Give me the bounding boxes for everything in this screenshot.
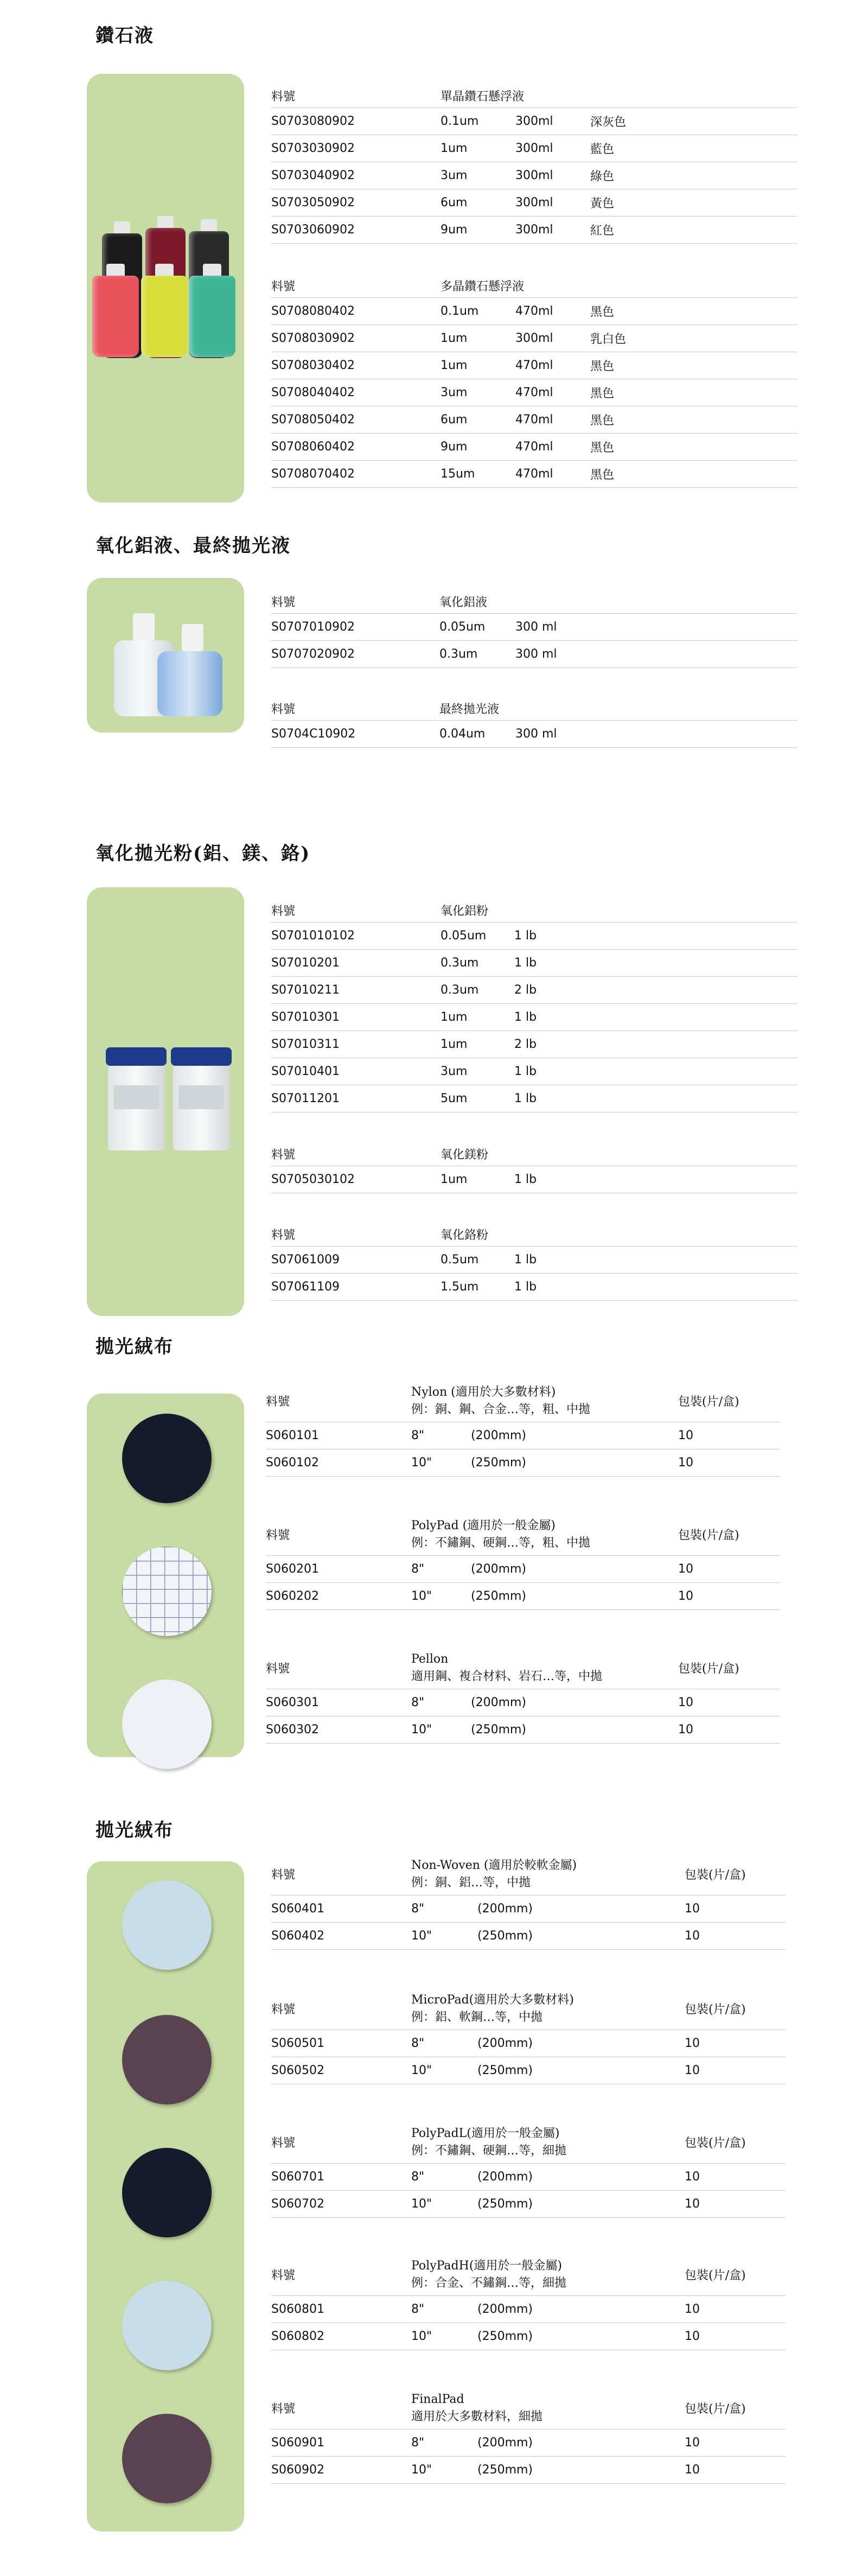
- spec-cell: 10": [411, 2197, 432, 2211]
- header-cell: 料號: [271, 1148, 296, 1162]
- spec-cell: (200mm): [477, 2436, 533, 2450]
- table-row: [271, 977, 797, 1004]
- table-row: [271, 2296, 786, 2323]
- spec-table-header: [271, 696, 797, 721]
- spec-cell: 黑色: [590, 414, 615, 428]
- spec-cell: 10: [685, 1929, 700, 1943]
- spec-cell: 0.1um: [441, 115, 479, 128]
- part-number-cell: S060102: [266, 1456, 319, 1470]
- spec-cell: 10: [685, 2064, 700, 2077]
- spec-table-header: [271, 273, 797, 298]
- header-cell: 料號: [271, 702, 296, 716]
- spec-table-header: [266, 1650, 780, 1689]
- spec-table: [266, 1650, 780, 1744]
- spec-table-header: [271, 1990, 786, 2030]
- spec-table-header: [271, 589, 797, 614]
- spec-cell: 1um: [441, 1038, 468, 1051]
- spec-cell: 1 lb: [514, 1010, 537, 1024]
- header-cell: 料號: [271, 1868, 296, 1882]
- spec-cell: 3um: [441, 1065, 468, 1078]
- table-row: [271, 1923, 786, 1950]
- table-row: [271, 923, 797, 950]
- jar-label: [178, 1085, 224, 1109]
- header-cell: 氧化鉻粉: [441, 1228, 489, 1242]
- part-number-cell: S060801: [271, 2303, 324, 2316]
- header-cell: PolyPad (適用於一般金屬) 例：不鏽鋼、硬鋼…等，粗、中拋: [411, 1519, 591, 1550]
- spec-cell: 8": [411, 1696, 425, 1709]
- part-number-cell: S0707010902: [271, 620, 355, 634]
- header-cell: 包裝(片/盒): [685, 2136, 746, 2150]
- table-row: [271, 434, 797, 461]
- polishing-disc: [122, 1414, 212, 1503]
- bottle-shape: [141, 276, 188, 357]
- part-number-cell: S060802: [271, 2330, 324, 2343]
- spec-cell: 2 lb: [514, 983, 537, 997]
- table-row: [271, 406, 797, 434]
- part-number-cell: S0708060402: [271, 440, 355, 454]
- part-number-cell: S0708070402: [271, 467, 355, 481]
- header-cell: 包裝(片/盒): [685, 2268, 746, 2282]
- header-cell: 包裝(片/盒): [678, 1662, 739, 1676]
- spec-cell: 深灰色: [590, 116, 627, 129]
- header-cell: 料號: [271, 1228, 296, 1242]
- table-row: [271, 2030, 786, 2057]
- table-row: [271, 217, 797, 244]
- jar-label: [113, 1085, 159, 1109]
- spec-cell: 6um: [441, 196, 468, 209]
- header-cell: 單晶鑽石懸浮液: [441, 90, 525, 104]
- spec-cell: 10: [678, 1429, 693, 1442]
- header-cell: 料號: [271, 2136, 296, 2150]
- spec-cell: 黑色: [590, 387, 615, 400]
- header-cell: 包裝(片/盒): [685, 2002, 746, 2017]
- spec-cell: 8": [411, 2037, 425, 2050]
- header-cell: 料號: [271, 2402, 296, 2416]
- part-number-cell: S0703050902: [271, 196, 355, 209]
- spec-cell: 15um: [441, 467, 475, 481]
- table-row: [271, 2429, 786, 2457]
- spec-table: [271, 696, 797, 748]
- spec-table: [271, 1222, 797, 1301]
- part-number-cell: S0703060902: [271, 223, 355, 237]
- table-row: [271, 135, 797, 162]
- spec-cell: 300 ml: [515, 727, 557, 741]
- spec-cell: 300ml: [515, 115, 553, 128]
- spec-cell: 10": [411, 2064, 432, 2077]
- part-number-cell: S07061009: [271, 1253, 340, 1267]
- spec-table: [271, 1856, 786, 1950]
- part-number-cell: S07010301: [271, 1010, 340, 1024]
- part-number-cell: S0704C10902: [271, 727, 356, 741]
- spec-cell: 470ml: [515, 304, 553, 318]
- spec-cell: 10: [678, 1456, 693, 1470]
- diamond-suspension-bottles-image: [92, 212, 239, 374]
- jar-lid: [106, 1047, 167, 1066]
- spec-table-header: [271, 2256, 786, 2296]
- header-cell: 多晶鑽石懸浮液: [441, 279, 525, 294]
- part-number-cell: S060901: [271, 2436, 324, 2450]
- spec-cell: 1 lb: [514, 956, 537, 970]
- part-number-cell: S0708030402: [271, 359, 355, 372]
- spec-table-header: [271, 84, 797, 108]
- table-row: [271, 379, 797, 406]
- section-title: 氧化鋁液、最終拋光液: [95, 535, 291, 557]
- spec-cell: 300ml: [515, 169, 553, 182]
- table-row: [271, 950, 797, 977]
- spec-table: [271, 589, 797, 668]
- spec-cell: (250mm): [471, 1723, 527, 1737]
- spec-cell: 300ml: [515, 142, 553, 155]
- spec-cell: 8": [411, 1902, 425, 1916]
- part-number-cell: S07010311: [271, 1038, 340, 1051]
- header-cell: 包裝(片/盒): [685, 1868, 746, 1882]
- spec-cell: 1um: [441, 359, 468, 372]
- spec-cell: 300ml: [515, 223, 553, 237]
- spec-cell: (200mm): [471, 1429, 527, 1442]
- spec-cell: 1.5um: [441, 1280, 479, 1294]
- spec-cell: (200mm): [477, 2303, 533, 2316]
- header-cell: 料號: [266, 1395, 290, 1409]
- part-number-cell: S060501: [271, 2037, 324, 2050]
- spec-cell: 6um: [441, 413, 468, 427]
- section-title: 鑽石液: [95, 25, 154, 47]
- spec-cell: 藍色: [590, 143, 615, 156]
- bottle-shape: [189, 276, 235, 357]
- spec-table-header: [271, 2124, 786, 2164]
- header-cell: 料號: [271, 2268, 296, 2282]
- spec-cell: 10: [685, 2303, 700, 2316]
- part-number-cell: S060301: [266, 1696, 319, 1709]
- spec-cell: 0.5um: [441, 1253, 479, 1267]
- spec-table: [266, 1383, 780, 1477]
- spec-cell: 1um: [441, 332, 468, 345]
- spec-table: [266, 1516, 780, 1610]
- table-row: [271, 1058, 797, 1085]
- spec-cell: 2 lb: [514, 1038, 537, 1051]
- table-row: [271, 2191, 786, 2218]
- polishing-disc: [122, 2015, 212, 2104]
- spec-cell: 10: [678, 1696, 693, 1709]
- part-number-cell: S0701010102: [271, 929, 355, 943]
- header-cell: 氧化鎂粉: [441, 1148, 489, 1162]
- spec-cell: 10": [411, 1723, 432, 1737]
- spec-cell: (250mm): [477, 2330, 533, 2343]
- spec-cell: 1um: [441, 142, 468, 155]
- spec-cell: 1 lb: [514, 1280, 537, 1294]
- spec-table: [271, 1142, 797, 1193]
- spec-cell: 10: [685, 2197, 700, 2211]
- part-number-cell: S0705030102: [271, 1173, 355, 1186]
- spec-cell: 470ml: [515, 359, 553, 372]
- table-row: [266, 1449, 780, 1477]
- table-row: [271, 2323, 786, 2350]
- table-row: [271, 352, 797, 379]
- spec-cell: 1 lb: [514, 1092, 537, 1105]
- spec-table-header: [271, 1142, 797, 1166]
- spec-table: [271, 273, 797, 488]
- spec-cell: 10": [411, 1929, 432, 1943]
- table-row: [271, 1246, 797, 1274]
- spec-cell: 10: [685, 2037, 700, 2050]
- part-number-cell: S0707020902: [271, 647, 355, 661]
- spec-table-header: [271, 898, 797, 923]
- section-title: 拋光絨布: [95, 1336, 174, 1358]
- spec-cell: 10: [685, 2436, 700, 2450]
- pump-head: [182, 624, 203, 651]
- header-cell: Non-Woven (適用於較軟金屬) 例：銅、鋁…等，中拋: [411, 1859, 577, 1890]
- table-row: [266, 1716, 780, 1744]
- spec-table-header: [266, 1383, 780, 1422]
- spec-cell: 3um: [441, 169, 468, 182]
- part-number-cell: S060401: [271, 1902, 324, 1916]
- spec-cell: 1 lb: [514, 929, 537, 943]
- polishing-disc: [122, 1880, 212, 1970]
- spec-cell: 9um: [441, 440, 468, 454]
- spec-cell: 9um: [441, 223, 468, 237]
- part-number-cell: S060701: [271, 2170, 324, 2184]
- spec-cell: 300 ml: [515, 647, 557, 661]
- section-title: 拋光絨布: [95, 1820, 174, 1841]
- spec-table: [271, 2390, 786, 2484]
- spec-table-header: [271, 1856, 786, 1896]
- alumina-pump-bottles-image: [103, 602, 233, 722]
- part-number-cell: S0703080902: [271, 115, 355, 128]
- spec-cell: 10: [685, 1902, 700, 1916]
- spec-cell: 1 lb: [514, 1173, 537, 1186]
- spec-cell: 綠色: [590, 170, 615, 183]
- part-number-cell: S0703040902: [271, 169, 355, 182]
- polishing-disc: [122, 2281, 212, 2370]
- header-cell: 料號: [271, 90, 296, 104]
- header-cell: 料號: [266, 1662, 290, 1676]
- spec-table: [271, 84, 797, 244]
- spec-cell: 8": [411, 2303, 425, 2316]
- polishing-disc: [122, 1547, 212, 1636]
- header-cell: Pellon 適用鋼、複合材料、岩石…等，中拋: [411, 1652, 603, 1683]
- spec-cell: 1um: [441, 1010, 468, 1024]
- spec-cell: (250mm): [477, 1929, 533, 1943]
- header-cell: 最終拋光液: [439, 702, 500, 716]
- part-number-cell: S060202: [266, 1589, 319, 1603]
- spec-cell: (250mm): [477, 2064, 533, 2077]
- spec-cell: 3um: [441, 386, 468, 399]
- header-cell: 料號: [271, 279, 296, 294]
- header-cell: 料號: [266, 1528, 290, 1542]
- table-row: [271, 108, 797, 135]
- part-number-cell: S060702: [271, 2197, 324, 2211]
- spec-table-header: [266, 1516, 780, 1556]
- header-cell: 包裝(片/盒): [678, 1528, 739, 1542]
- spec-cell: 10": [411, 1589, 432, 1603]
- table-row: [271, 1274, 797, 1301]
- header-cell: PolyPadL(適用於一般金屬) 例：不鏽鋼、硬鋼…等，細拋: [411, 2127, 567, 2158]
- spec-cell: (200mm): [477, 1902, 533, 1916]
- part-number-cell: S0708030902: [271, 332, 355, 345]
- polishing-disc: [122, 2148, 212, 2237]
- table-row: [266, 1583, 780, 1610]
- spec-cell: 8": [411, 1429, 425, 1442]
- table-row: [271, 721, 797, 748]
- part-number-cell: S060502: [271, 2064, 324, 2077]
- spec-cell: 0.05um: [441, 929, 487, 943]
- spec-table: [271, 1990, 786, 2084]
- table-row: [271, 1031, 797, 1058]
- spec-table: [271, 898, 797, 1112]
- spec-cell: 300 ml: [515, 620, 557, 634]
- spec-cell: 8": [411, 2170, 425, 2184]
- spec-cell: (200mm): [477, 2037, 533, 2050]
- spec-cell: 0.05um: [439, 620, 486, 634]
- spec-cell: 10": [411, 2330, 432, 2343]
- spec-table: [271, 2124, 786, 2218]
- spec-cell: 470ml: [515, 440, 553, 454]
- spec-cell: 0.1um: [441, 304, 479, 318]
- part-number-cell: S0708080402: [271, 304, 355, 318]
- spec-cell: (200mm): [471, 1696, 527, 1709]
- spec-table-header: [271, 2390, 786, 2429]
- header-cell: PolyPadH(適用於一般金屬) 例：合金、不鏽鋼…等，細拋: [411, 2259, 567, 2290]
- bottle-shape: [92, 276, 139, 357]
- table-row: [271, 1085, 797, 1112]
- spec-cell: (200mm): [471, 1562, 527, 1576]
- spec-cell: 黑色: [590, 441, 615, 455]
- spec-cell: 0.3um: [439, 647, 478, 661]
- part-number-cell: S07010401: [271, 1065, 340, 1078]
- part-number-cell: S060302: [266, 1723, 319, 1737]
- pump-head: [133, 613, 155, 640]
- table-row: [271, 641, 797, 668]
- spec-cell: 10: [685, 2170, 700, 2184]
- header-cell: MicroPad(適用於大多數材料) 例：鋁、軟鋼…等，中拋: [411, 1993, 574, 2024]
- spec-cell: 470ml: [515, 467, 553, 481]
- part-number-cell: S07061109: [271, 1280, 340, 1294]
- spec-cell: 黑色: [590, 468, 615, 482]
- table-row: [271, 2057, 786, 2084]
- header-cell: 包裝(片/盒): [678, 1395, 739, 1409]
- polishing-disc: [122, 2414, 212, 2503]
- spec-table-header: [271, 1222, 797, 1246]
- spec-cell: 10: [685, 2463, 700, 2477]
- jar-lid: [171, 1047, 232, 1066]
- spec-table: [271, 2256, 786, 2350]
- part-number-cell: S060201: [266, 1562, 319, 1576]
- spec-cell: 470ml: [515, 413, 553, 427]
- header-cell: 料號: [271, 2002, 296, 2017]
- header-cell: 包裝(片/盒): [685, 2402, 746, 2416]
- table-row: [266, 1422, 780, 1449]
- spec-cell: 10": [411, 2463, 432, 2477]
- table-row: [271, 189, 797, 217]
- spec-cell: 10: [678, 1562, 693, 1576]
- spec-cell: 紅色: [590, 224, 615, 238]
- spec-cell: 300ml: [515, 332, 553, 345]
- table-row: [266, 1556, 780, 1583]
- spec-cell: 黑色: [590, 306, 615, 319]
- spec-cell: 5um: [441, 1092, 468, 1105]
- table-row: [266, 1689, 780, 1716]
- spec-cell: 10: [678, 1723, 693, 1737]
- spec-cell: 300ml: [515, 196, 553, 209]
- spec-cell: 1 lb: [514, 1065, 537, 1078]
- part-number-cell: S0708050402: [271, 413, 355, 427]
- spec-cell: 0.3um: [441, 956, 479, 970]
- polishing-disc: [122, 1680, 212, 1769]
- table-row: [271, 614, 797, 641]
- table-row: [271, 1004, 797, 1031]
- header-cell: 料號: [271, 595, 296, 609]
- spec-cell: (250mm): [471, 1456, 527, 1470]
- spec-cell: 0.04um: [439, 727, 486, 741]
- spec-cell: 8": [411, 2436, 425, 2450]
- spec-cell: 10: [678, 1589, 693, 1603]
- spec-cell: 1um: [441, 1173, 468, 1186]
- spec-cell: (200mm): [477, 2170, 533, 2184]
- table-row: [271, 1896, 786, 1923]
- header-cell: Nylon (適用於大多數材料) 例：銅、鋼、合金…等，粗、中拋: [411, 1385, 591, 1416]
- table-row: [271, 325, 797, 352]
- spec-cell: 470ml: [515, 386, 553, 399]
- header-cell: 氧化鋁粉: [441, 904, 489, 918]
- part-number-cell: S07010211: [271, 983, 340, 997]
- spec-cell: 黑色: [590, 360, 615, 373]
- pump-bottle: [157, 651, 222, 716]
- spec-cell: 10: [685, 2330, 700, 2343]
- part-number-cell: S07011201: [271, 1092, 340, 1105]
- part-number-cell: S0703030902: [271, 142, 355, 155]
- spec-cell: 乳白色: [590, 333, 627, 346]
- table-row: [271, 2457, 786, 2484]
- table-row: [271, 162, 797, 189]
- spec-cell: (250mm): [471, 1589, 527, 1603]
- table-row: [271, 298, 797, 325]
- header-cell: FinalPad 適用於大多數材料，細拋: [411, 2393, 543, 2424]
- polishing-powder-jars-image: [106, 1047, 236, 1156]
- header-cell: 料號: [271, 904, 296, 918]
- section-title: 氧化拋光粉(鋁、鎂、鉻): [95, 843, 311, 864]
- part-number-cell: S07010201: [271, 956, 340, 970]
- part-number-cell: S060101: [266, 1429, 319, 1442]
- spec-cell: 8": [411, 1562, 425, 1576]
- table-row: [271, 1166, 797, 1193]
- part-number-cell: S060902: [271, 2463, 324, 2477]
- spec-cell: (250mm): [477, 2197, 533, 2211]
- spec-cell: 1 lb: [514, 1253, 537, 1267]
- part-number-cell: S0708040402: [271, 386, 355, 399]
- header-cell: 氧化鋁液: [439, 595, 488, 609]
- table-row: [271, 2164, 786, 2191]
- part-number-cell: S060402: [271, 1929, 324, 1943]
- table-row: [271, 461, 797, 488]
- spec-cell: 0.3um: [441, 983, 479, 997]
- spec-cell: 黃色: [590, 197, 615, 211]
- spec-cell: (250mm): [477, 2463, 533, 2477]
- spec-cell: 10": [411, 1456, 432, 1470]
